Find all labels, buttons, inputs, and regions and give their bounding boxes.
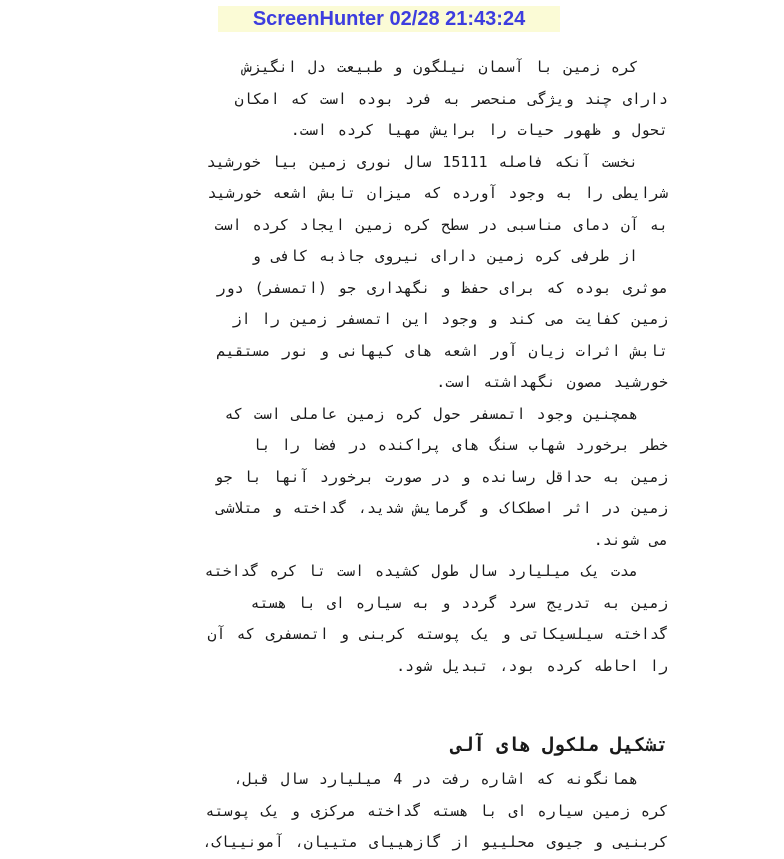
document-page	[108, 52, 668, 859]
text-line: همانگونه که اشاره رفت در 4 میلیارد سال قبل،	[233, 770, 638, 788]
text-line: زمین به تدریج سرد گردد و به سیاره ای با هسته	[250, 593, 668, 612]
text-line: شرایطی را به وجود آورده که میزان تابش اشعه خورشید	[207, 184, 668, 202]
paragraph-organic-molecules	[108, 764, 668, 859]
text-line: همچنین وجود اتمسفر حول کره زمین عاملی است که	[224, 404, 638, 423]
text-line: تابش اثرات زیان آور اشعه های کیهانی و نور مستقیم	[216, 341, 668, 360]
text-line: می شوند.	[593, 530, 668, 549]
text-line: کره زمین با آسمان نیلگون و طبیعت دل انگیزش	[242, 58, 638, 76]
text-line: نخست آنکه فاصله 15111 سال نوری زمین بیا خورشید	[206, 152, 638, 171]
paragraph-sun-distance	[108, 147, 668, 242]
text-line: از طرفی کره زمین دارای نیروی جاذبه کافی و	[251, 247, 638, 265]
paragraph-intro	[108, 52, 668, 147]
paragraph-cooling	[108, 556, 668, 682]
text-line: موثری بوده که برای حفظ و نگهداری جو (اتمسفر) دور	[216, 278, 668, 297]
paragraph-gravity	[108, 241, 668, 399]
section-heading: تشکیل ملکول های آلی	[450, 734, 668, 756]
text-line: خطر برخورد شهاب سنگ های پراکنده در فضا را با	[252, 436, 668, 454]
text-line: را احاطه کرده بود، تبدیل شود.	[396, 656, 668, 675]
text-line: مدت یک میلیارد سال طول کشیده است تا کره گداخته	[204, 562, 638, 580]
text-line: کره زمین سیاره ای با هسته گداخته مرکزی و یک پوسته	[205, 801, 668, 820]
text-line: خورشید مصون نگهداشته است.	[436, 373, 668, 391]
text-line: گداخته سیلسیکاتی و یک پوسته کربنی و اتمسفری که آن	[207, 625, 668, 643]
screenhunter-watermark: ScreenHunter 02/28 21:43:24	[218, 6, 560, 32]
text-line: کربنیی و جیوی محلییو از گازهییای متییان، آمونییاک،	[202, 833, 668, 851]
paragraph-atmosphere	[108, 399, 668, 557]
text-line: زمین در اثر اصطکاک و گرمایش شدید، گداخته و متلاشی	[216, 499, 668, 517]
text-line: زمین به حداقل رسانده و در صورت برخورد آنها با جو	[214, 467, 668, 486]
text-line: به آن دمای مناسبی در سطح کره زمین ایجاد کرده است	[214, 215, 668, 234]
text-line: زمین کفایت می کند و وجود این اتمسفر زمین را از	[232, 310, 668, 328]
text-line: تحول و ظهور حیات را برایش مهیا کرده است.	[290, 121, 668, 139]
text-line: دارای چند ویژگی منحصر به فرد بوده است که امکان	[234, 89, 668, 108]
